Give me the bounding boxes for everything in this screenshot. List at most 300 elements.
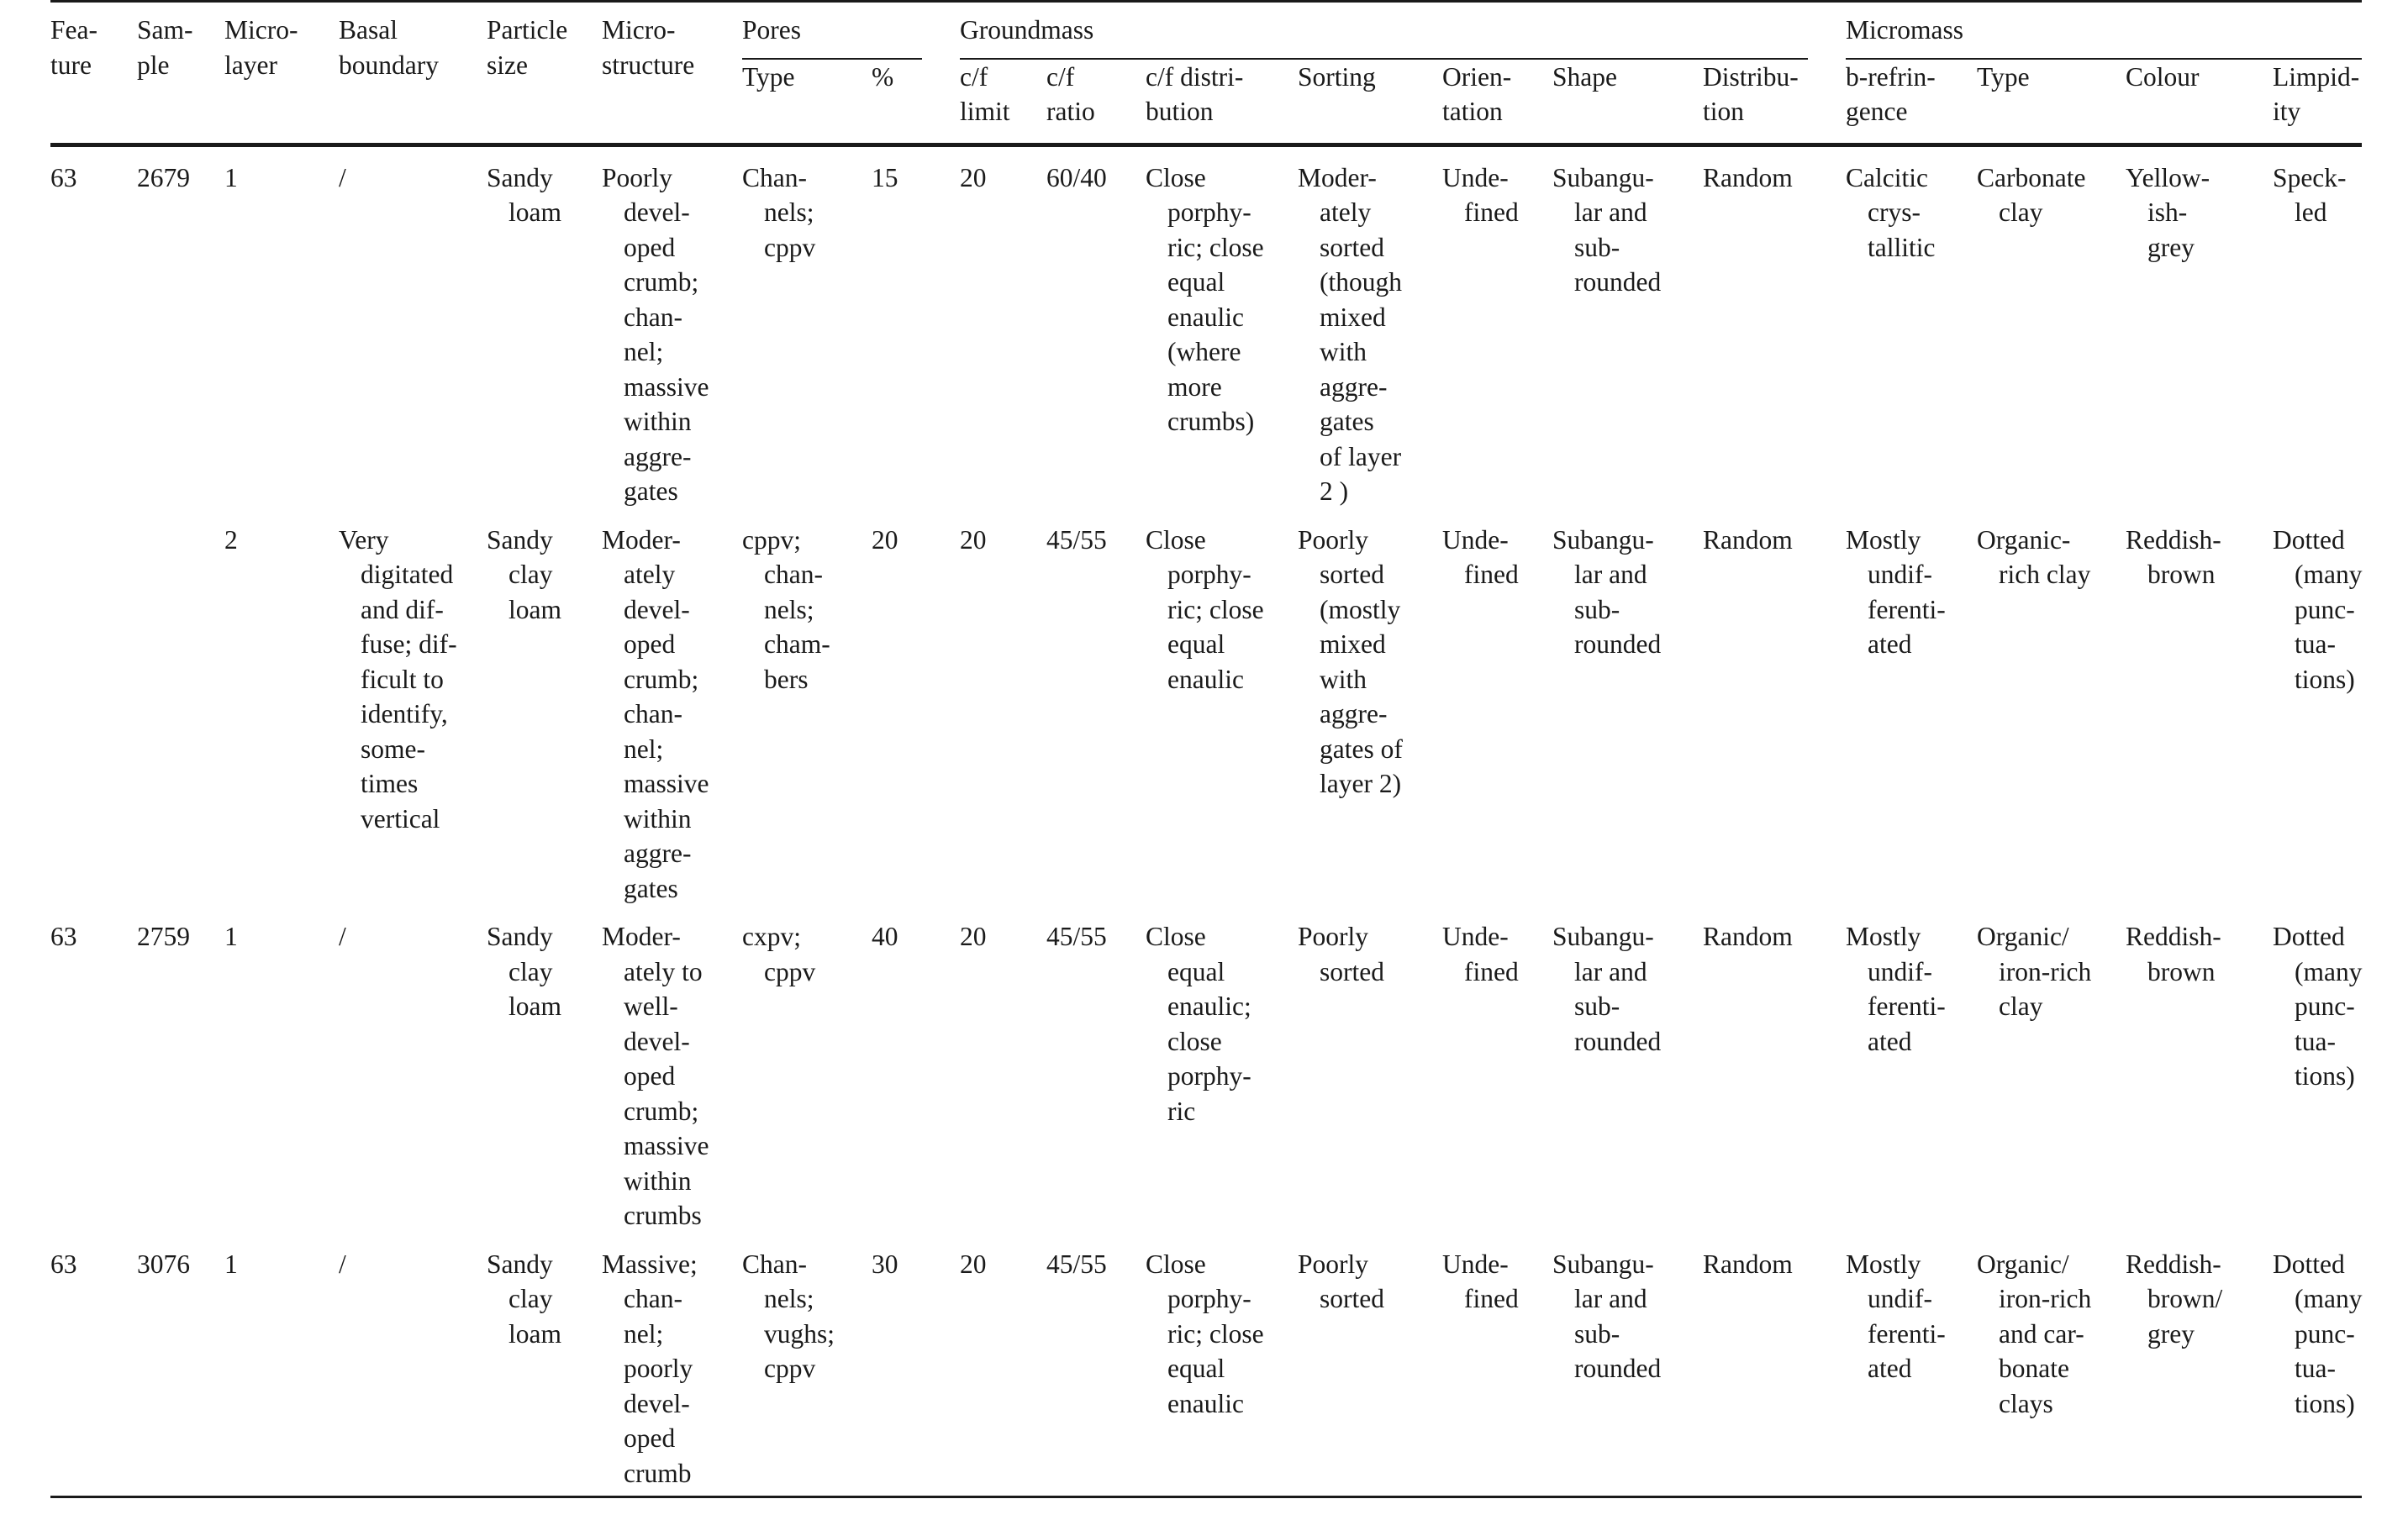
header-pores-type-line: Type <box>742 61 795 92</box>
cell-line: Subangu- <box>1552 1249 1654 1279</box>
cell-cf-ratio <box>1046 1233 1146 1497</box>
cell-line: Subangu- <box>1552 162 1654 192</box>
cell-basal <box>339 145 487 509</box>
cell-microstructure <box>602 1233 742 1497</box>
cell-line: Unde- <box>1442 922 1509 951</box>
cell-line: 20 <box>872 524 898 555</box>
header-group-micromass <box>1846 2 2362 60</box>
cell-birefringence <box>1846 509 1977 907</box>
cell-mm-type <box>1977 906 2126 1233</box>
cell-limpidity <box>2273 509 2362 907</box>
cell-line: chan- <box>624 1284 682 1313</box>
cell-cf-distribution <box>1146 906 1298 1233</box>
cell-shape <box>1552 145 1703 509</box>
cell-line: within <box>624 1165 692 1196</box>
cell-line: Unde- <box>1442 524 1509 555</box>
cell-line: undif- <box>1868 1284 1933 1313</box>
cell-line: and dif- <box>361 594 444 624</box>
cell-line: sub- <box>1574 1318 1620 1349</box>
cell-pores-pct <box>872 1233 960 1497</box>
cell-line: Chan- <box>742 162 807 192</box>
cell-line: massive <box>624 371 709 402</box>
cell-feature <box>50 145 137 509</box>
cell-basal <box>339 906 487 1233</box>
cell-line: cppv <box>764 1354 816 1383</box>
cell-distribution <box>1703 509 1846 907</box>
header-cf-ratio-line: c/f <box>1046 61 1075 92</box>
cell-limpidity <box>2273 145 2362 509</box>
cell-cf-limit <box>960 509 1046 907</box>
cell-sorting <box>1298 906 1442 1233</box>
cell-microstructure <box>602 906 742 1233</box>
cell-line: / <box>339 162 346 192</box>
header-microlayer-line: layer <box>224 50 277 80</box>
cell-line: bers <box>764 664 809 694</box>
cell-line: (where <box>1167 337 1241 366</box>
cell-pores-type <box>742 1233 872 1497</box>
cell-line: cxpv; <box>742 922 801 951</box>
cell-line: 45/55 <box>1046 922 1107 951</box>
cell-line: devel- <box>624 1388 690 1418</box>
cell-line: aggre- <box>624 839 692 868</box>
header-micromass-type <box>1977 60 2126 145</box>
cell-line: porphy- <box>1167 1284 1251 1313</box>
cell-line: brown/ <box>2147 1284 2223 1313</box>
cell-line: 63 <box>50 922 77 951</box>
cell-line: aggre- <box>1320 699 1388 728</box>
cell-line: (mostly <box>1320 594 1401 624</box>
cell-line: ric; close <box>1167 1318 1264 1349</box>
micromorphology-table-container <box>50 0 2362 1498</box>
cell-line: sub- <box>1574 232 1620 262</box>
header-birefringence-line: gence <box>1846 97 1908 126</box>
cell-line: lar and <box>1574 956 1647 986</box>
cell-line: ferenti- <box>1868 991 1946 1021</box>
groundmass-group-label: Groundmass <box>960 15 1094 45</box>
cell-line: Chan- <box>742 1249 807 1279</box>
cell-pores-type <box>742 906 872 1233</box>
cell-line: Mostly <box>1846 1249 1921 1279</box>
cell-sorting <box>1298 145 1442 509</box>
cell-line: sorted <box>1320 1284 1384 1313</box>
cell-line: porphy- <box>1167 560 1251 589</box>
cell-line: nel; <box>624 734 664 764</box>
cell-line: mixed <box>1320 302 1386 332</box>
cell-line: cppv <box>764 956 816 986</box>
cell-line: tua- <box>2295 1354 2337 1383</box>
cell-colour <box>2126 906 2273 1233</box>
header-feature-line: ture <box>50 50 92 80</box>
pores-group-label: Pores <box>742 15 801 45</box>
cell-line: times <box>361 769 419 798</box>
cell-line: 3076 <box>137 1249 190 1279</box>
cell-line: Sandy <box>487 1249 553 1279</box>
cell-line: ately to <box>624 956 703 986</box>
cell-line: clay <box>1999 991 2043 1021</box>
cell-line: cppv; <box>742 524 801 555</box>
cell-line: aggre- <box>1320 371 1388 402</box>
cell-line: oped <box>624 629 676 659</box>
cell-line: Random <box>1703 524 1793 555</box>
cell-line: clay <box>508 1284 553 1313</box>
micromass-group-label: Micromass <box>1846 15 1964 45</box>
cell-line: Carbonate <box>1977 162 2086 192</box>
cell-line: and car- <box>1999 1318 2084 1349</box>
cell-line: layer 2) <box>1320 769 1402 798</box>
cell-line: 30 <box>872 1249 898 1279</box>
cell-orientation <box>1442 509 1552 907</box>
cell-line: Sandy <box>487 524 553 555</box>
header-cf-limit-line: c/f <box>960 61 988 92</box>
cell-line: fined <box>1464 1284 1519 1313</box>
cell-basal <box>339 1233 487 1497</box>
cell-line: grey <box>2147 232 2195 262</box>
cell-line: Sandy <box>487 162 553 192</box>
cell-particle <box>487 906 602 1233</box>
cell-feature <box>50 509 137 907</box>
cell-mm-type <box>1977 1233 2126 1497</box>
header-particle-line: Particle <box>487 15 568 45</box>
table-row <box>50 145 2362 509</box>
cell-line: 63 <box>50 162 77 192</box>
cell-line: rich clay <box>1999 560 2091 589</box>
cell-sample <box>137 1233 224 1497</box>
header-feature-line: Fea- <box>50 15 97 45</box>
cell-line: oped <box>624 1061 676 1091</box>
table-row <box>50 906 2362 1233</box>
cell-line: crumbs) <box>1167 407 1255 436</box>
cell-line: 20 <box>960 922 987 951</box>
cell-line: brown <box>2147 956 2216 986</box>
cell-shape <box>1552 906 1703 1233</box>
cell-line: Poorly <box>602 162 673 192</box>
header-limpidity-line: ity <box>2273 97 2301 126</box>
cell-line: (many <box>2295 560 2363 589</box>
header-birefringence <box>1846 60 1977 145</box>
cell-line: equal <box>1167 1354 1225 1383</box>
cell-cf-ratio <box>1046 145 1146 509</box>
cell-line: Mostly <box>1846 524 1921 555</box>
header-basal-line: Basal <box>339 15 398 45</box>
cell-line: nel; <box>624 337 664 366</box>
cell-line: oped <box>624 1423 676 1453</box>
cell-line: mixed <box>1320 629 1386 659</box>
header-microlayer-line: Micro- <box>224 15 298 45</box>
cell-line: ated <box>1868 629 1912 659</box>
cell-line: led <box>2295 197 2327 227</box>
header-basal-boundary <box>339 2 487 145</box>
header-distribution-line: Distribu- <box>1703 61 1799 92</box>
header-cf-ratio <box>1046 60 1146 145</box>
cell-colour <box>2126 145 2273 509</box>
cell-orientation <box>1442 145 1552 509</box>
cell-line: ately <box>624 560 676 589</box>
header-pores-pct-line: % <box>872 61 894 92</box>
cell-line: iron-rich <box>1999 956 2092 986</box>
header-birefringence-line: b-refrin- <box>1846 61 1936 92</box>
cell-line: rounded <box>1574 267 1662 297</box>
header-limpidity-line: Limpid- <box>2273 61 2360 92</box>
cell-line: with <box>1320 337 1367 366</box>
cell-line: nels; <box>764 197 814 227</box>
cell-line: Reddish- <box>2126 922 2221 951</box>
cell-line: Sandy <box>487 922 553 951</box>
cell-microlayer <box>224 509 339 907</box>
cell-line: ish- <box>2147 197 2188 227</box>
cell-line: loam <box>508 991 561 1021</box>
cell-microlayer <box>224 145 339 509</box>
cell-line: enaulic; <box>1167 991 1251 1021</box>
cell-line: 63 <box>50 1249 77 1279</box>
cell-line: Dotted <box>2273 922 2345 951</box>
cell-line: loam <box>508 197 561 227</box>
cell-line: (many <box>2295 1284 2363 1313</box>
cell-line: poorly <box>624 1354 693 1383</box>
header-group-groundmass <box>960 2 1846 60</box>
cell-distribution <box>1703 906 1846 1233</box>
cell-line: Organic/ <box>1977 1249 2069 1279</box>
cell-line: tions) <box>2295 664 2355 694</box>
cell-line: sub- <box>1574 594 1620 624</box>
cell-line: tions) <box>2295 1388 2355 1418</box>
header-feature <box>50 2 137 145</box>
cell-line: tallitic <box>1868 232 1936 262</box>
cell-line: Poorly <box>1298 1249 1369 1279</box>
cell-line: (many <box>2295 956 2363 986</box>
cell-feature <box>50 1233 137 1497</box>
cell-line: Unde- <box>1442 162 1509 192</box>
cell-line: punc- <box>2295 594 2355 624</box>
cell-line: vertical <box>361 803 440 834</box>
header-microstructure-line: Micro- <box>602 15 676 45</box>
cell-line: 2679 <box>137 162 190 192</box>
cell-line: 1 <box>224 162 238 192</box>
cell-line: devel- <box>624 197 690 227</box>
cell-line: nels; <box>764 594 814 624</box>
cell-line: lar and <box>1574 1284 1647 1313</box>
header-distribution-line: tion <box>1703 97 1745 126</box>
cell-line: gates <box>624 476 678 506</box>
cell-particle <box>487 509 602 907</box>
cell-line: Close <box>1146 162 1206 192</box>
cell-line: clay <box>1999 197 2043 227</box>
cell-line: massive <box>624 769 709 798</box>
cell-line: within <box>624 407 692 436</box>
cell-line: crumbs <box>624 1201 702 1230</box>
cell-line: punc- <box>2295 991 2355 1021</box>
cell-cf-distribution <box>1146 1233 1298 1497</box>
table-header <box>50 2 2362 145</box>
cell-sorting <box>1298 1233 1442 1497</box>
cell-line: massive <box>624 1131 709 1160</box>
cell-cf-distribution <box>1146 509 1298 907</box>
header-microstructure <box>602 2 742 145</box>
header-cf-ratio-line: ratio <box>1046 97 1095 126</box>
cell-line: Unde- <box>1442 1249 1509 1279</box>
cell-line: fined <box>1464 560 1519 589</box>
header-orientation-line: Orien- <box>1442 61 1512 92</box>
header-sample-line: Sam- <box>137 15 193 45</box>
cell-line: gates of <box>1320 734 1403 764</box>
cell-line: nels; <box>764 1284 814 1313</box>
cell-pores-pct <box>872 906 960 1233</box>
cell-line: Very <box>339 524 389 555</box>
cell-line: Yellow- <box>2126 162 2210 192</box>
cell-limpidity <box>2273 906 2362 1233</box>
cell-line: porphy- <box>1167 1061 1251 1091</box>
cell-line: oped <box>624 232 676 262</box>
cell-line: crumb; <box>624 1096 699 1126</box>
cell-line: Close <box>1146 1249 1206 1279</box>
cell-line: tua- <box>2295 629 2337 659</box>
cell-line: sorted <box>1320 560 1384 589</box>
cell-line: crumb; <box>624 664 699 694</box>
cell-line: clay <box>508 956 553 986</box>
cell-line: ric <box>1167 1096 1196 1126</box>
cell-line: tua- <box>2295 1026 2337 1056</box>
cell-sample <box>137 145 224 509</box>
cell-line: equal <box>1167 956 1225 986</box>
header-sample <box>137 2 224 145</box>
header-particle-size <box>487 2 602 145</box>
cell-line: ric; close <box>1167 232 1264 262</box>
cell-line: gates <box>1320 407 1374 436</box>
header-sorting-line: Sorting <box>1298 61 1376 92</box>
cell-birefringence <box>1846 906 1977 1233</box>
cell-microstructure <box>602 509 742 907</box>
cell-line: ric; close <box>1167 594 1264 624</box>
cell-particle <box>487 1233 602 1497</box>
table-row <box>50 509 2362 907</box>
cell-line: Dotted <box>2273 1249 2345 1279</box>
cell-line: punc- <box>2295 1318 2355 1349</box>
header-basal-line: boundary <box>339 50 439 80</box>
cell-pores-pct <box>872 145 960 509</box>
cell-line: fuse; dif- <box>361 629 457 659</box>
cell-line: Moder- <box>602 922 681 951</box>
cell-line: loam <box>508 594 561 624</box>
cell-line: cham- <box>764 629 830 659</box>
cell-shape <box>1552 1233 1703 1497</box>
cell-line: with <box>1320 664 1367 694</box>
cell-line: lar and <box>1574 560 1647 589</box>
cell-line: Close <box>1146 922 1206 951</box>
cell-line: tions) <box>2295 1061 2355 1091</box>
cell-line: 2 <box>224 524 238 555</box>
cell-line: clays <box>1999 1388 2053 1418</box>
cell-colour <box>2126 1233 2273 1497</box>
header-group-pores <box>742 2 960 60</box>
cell-line: Subangu- <box>1552 524 1654 555</box>
cell-line: iron-rich <box>1999 1284 2092 1313</box>
header-pores-type <box>742 60 872 145</box>
cell-line: Poorly <box>1298 524 1369 555</box>
table-row <box>50 1233 2362 1497</box>
header-cf-distribution-line: c/f distri- <box>1146 61 1244 92</box>
cell-line: sorted <box>1320 232 1384 262</box>
cell-line: ated <box>1868 1026 1912 1056</box>
cell-line: enaulic <box>1167 302 1244 332</box>
cell-line: fined <box>1464 197 1519 227</box>
cell-line: Organic- <box>1977 524 2071 555</box>
cell-birefringence <box>1846 1233 1977 1497</box>
cell-pores-type <box>742 145 872 509</box>
cell-sample <box>137 906 224 1233</box>
cell-line: enaulic <box>1167 1388 1244 1418</box>
cell-line: 20 <box>960 1249 987 1279</box>
cell-line: Dotted <box>2273 524 2345 555</box>
cell-line: ated <box>1868 1354 1912 1383</box>
cell-line: 1 <box>224 922 238 951</box>
cell-line: grey <box>2147 1318 2195 1349</box>
cell-line: 1 <box>224 1249 238 1279</box>
cell-line: Close <box>1146 524 1206 555</box>
header-sample-line: ple <box>137 50 170 80</box>
cell-sample <box>137 509 224 907</box>
cell-line: gates <box>624 873 678 903</box>
cell-line: Organic/ <box>1977 922 2069 951</box>
cell-pores-type <box>742 509 872 907</box>
cell-line: 20 <box>960 524 987 555</box>
cell-line: 20 <box>960 162 987 192</box>
cell-distribution <box>1703 1233 1846 1497</box>
cell-line: crumb; <box>624 267 699 297</box>
cell-microstructure <box>602 145 742 509</box>
cell-line: ficult to <box>361 664 444 694</box>
cell-line: rounded <box>1574 1026 1662 1056</box>
cell-line: more <box>1167 371 1222 402</box>
cell-cf-ratio <box>1046 509 1146 907</box>
header-orientation <box>1442 60 1552 145</box>
cell-line: undif- <box>1868 560 1933 589</box>
cell-line: undif- <box>1868 956 1933 986</box>
cell-line: equal <box>1167 629 1225 659</box>
cell-line: vughs; <box>764 1318 835 1349</box>
cell-cf-limit <box>960 906 1046 1233</box>
cell-line: ately <box>1320 197 1372 227</box>
cell-line: ferenti- <box>1868 1318 1946 1349</box>
header-microstructure-line: structure <box>602 50 695 80</box>
header-distribution <box>1703 60 1846 145</box>
cell-line: sub- <box>1574 991 1620 1021</box>
cell-line: Mostly <box>1846 922 1921 951</box>
cell-line: devel- <box>624 1026 690 1056</box>
cell-line: Random <box>1703 1249 1793 1279</box>
cell-line: bonate <box>1999 1354 2070 1383</box>
cell-line: Moder- <box>602 524 681 555</box>
header-mm-type-line: Type <box>1977 61 2030 92</box>
cell-orientation <box>1442 1233 1552 1497</box>
cell-line: 45/55 <box>1046 524 1107 555</box>
cell-line: Random <box>1703 162 1793 192</box>
cell-line: ferenti- <box>1868 594 1946 624</box>
cell-colour <box>2126 509 2273 907</box>
cell-line: / <box>339 922 346 951</box>
cell-line: clay <box>508 560 553 589</box>
table-body <box>50 145 2362 1497</box>
cell-line: Reddish- <box>2126 1249 2221 1279</box>
header-cf-distribution <box>1146 60 1298 145</box>
cell-line: cppv <box>764 232 816 262</box>
cell-line: sorted <box>1320 956 1384 986</box>
header-colour <box>2126 60 2273 145</box>
cell-line: chan- <box>624 699 682 728</box>
cell-line: crys- <box>1868 197 1921 227</box>
cell-line: crumb <box>624 1458 692 1488</box>
cell-line: within <box>624 803 692 834</box>
cell-line: Reddish- <box>2126 524 2221 555</box>
cell-limpidity <box>2273 1233 2362 1497</box>
